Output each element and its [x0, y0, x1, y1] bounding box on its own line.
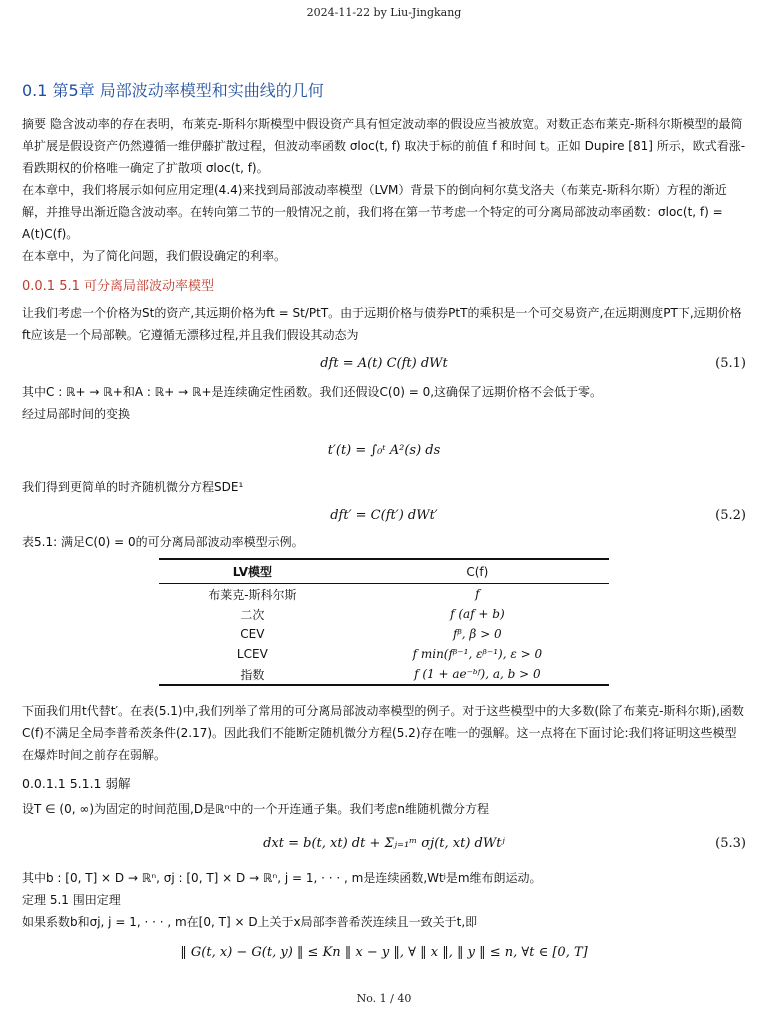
sde-paragraph: 我们得到更简单的时齐随机微分方程SDE¹: [22, 480, 244, 494]
assumption-paragraph: 在本章中，为了简化问题，我们假设确定的利率。: [22, 249, 287, 263]
equation-5-2-body: dft′ = C(ft′) dWt′: [330, 508, 438, 523]
time-change-paragraph: 经过局部时间的变换: [22, 407, 131, 421]
theorem-paragraph: 如果系数b和σj, j = 1, · · · , m在[0, T] × D上关于x局部李普希茨连续且一致关于t,即: [22, 915, 478, 929]
equation-5-1-number: (5.1): [715, 356, 746, 371]
abstract-paragraph: 摘要 隐含波动率的存在表明，布莱克-斯科尔斯模型中假设资产具有恒定波动率的假设应当被放宽。对数正态布莱克-斯科尔斯模型的最简单扩展是假设资产仍然遵循一维伊藤扩散过程，但波动率函数 σloc(t, f) 取决于标的前值 f 和时间 t。正如 Dupire [81] 所示，欧式看涨-看跌期权的价格唯一确定了扩散项 σloc(t, f)。: [22, 117, 746, 175]
table-caption: 表5.1: 满足C(0) = 0的可分离局部波动率模型示例。: [22, 535, 304, 549]
table-cell-cf: f: [475, 587, 480, 601]
forward-price-paragraph: 让我们考虑一个价格为St的资产,其远期价格为ft = St/PtT。由于远期价格与债券PtT的乘积是一个可交易资产,在远期测度PT下,远期价格ft应该是一个局部鞅。它遵循无漂移过程,并且我们假设其动态为: [22, 306, 742, 342]
setup-paragraph: 设T ∈ (0, ∞)为固定的时间范围,D是ℝⁿ中的一个开连通子集。我们考虑n维随机微分方程: [22, 802, 489, 816]
equation-5-2: [22, 508, 746, 523]
table-row: [159, 664, 609, 685]
table-cell-cf: fᵝ, β > 0: [453, 627, 502, 641]
intro-paragraph: 在本章中，我们将展示如何应用定理(4.4)来找到局部波动率模型（LVM）背景下的倒向柯尔莫戈洛夫（布莱克-斯科尔斯）方程的渐近解，并推导出渐近隐含波动率。在转向第二节的一般情况之前，我们将在第一节考虑一个特定的可分离局部波动率函数：σloc(t, f) = A(t)C(f)。: [22, 183, 727, 241]
equation-5-1-body: dft = A(t) C(ft) dWt: [320, 356, 448, 371]
section-title-5-1-1: 0.0.1.1 5.1.1 弱解: [22, 776, 131, 791]
equation-5-1: [22, 356, 746, 371]
table-row: [159, 644, 609, 664]
table-row: [159, 604, 609, 624]
chapter-title: 0.1 第5章 局部波动率模型和实曲线的几何: [22, 81, 324, 100]
table-cell-cf: f (af + b): [450, 607, 505, 621]
table-cell-cf: f (1 + ae⁻ᵇᶠ), a, b > 0: [346, 664, 609, 685]
functions-paragraph: 其中C : ℝ+ → ℝ+和A : ℝ+ → ℝ+是连续确定性函数。我们还假设C(0) = 0,这确保了远期价格不会低于零。: [22, 385, 603, 399]
section-title-5-1: 0.0.1 5.1 可分离局部波动率模型: [22, 279, 215, 294]
equation-5-3-number: (5.3): [715, 836, 746, 851]
coefficients-paragraph: 其中b : [0, T] × D → ℝⁿ, σj : [0, T] × D → ℝⁿ, j = 1, · · · , m是连续函数,Wtʲ是m维布朗运动。: [22, 871, 542, 885]
equation-time-change: [22, 443, 746, 458]
theorem-title: 定理 5.1 围田定理: [22, 893, 121, 907]
table-header-model: LV模型: [159, 559, 346, 584]
page-footer: No. 1 / 40: [356, 992, 412, 1005]
table-cell-model: CEV: [240, 627, 265, 641]
table-header-row: [159, 559, 609, 584]
table-cell-model: 指数: [159, 664, 346, 685]
table-cell-model: 布莱克-斯科尔斯: [208, 587, 297, 602]
table-row: [159, 584, 609, 605]
equation-5-3: [22, 836, 746, 851]
table-header-cf: C(f): [346, 559, 609, 584]
table-cell-model: LCEV: [236, 647, 268, 661]
document-body: [22, 78, 746, 972]
table-cell-cf: f min(fᵝ⁻¹, εᵝ⁻¹), ε > 0: [412, 647, 543, 661]
table-cell-model: 二次: [240, 607, 265, 622]
equation-lipschitz: [22, 945, 746, 960]
page-header: 2024-11-22 by Liu-Jingkang: [306, 6, 462, 19]
table-row: [159, 624, 609, 644]
discussion-paragraph: 下面我们用t代替t′。在表(5.1)中,我们列举了常用的可分离局部波动率模型的例子。对于这些模型中的大多数(除了布莱克-斯科尔斯),函数C(f)不满足全局李普希茨条件(2.17)。因此我们不能断定随机微分方程(5.2)存在唯一的强解。这一点将在下面讨论:我们将证明这些模型在爆炸时间之前存在弱解。: [22, 704, 744, 762]
equation-lipschitz-body: ‖ G(t, x) − G(t, y) ‖ ≤ Kn ‖ x − y ‖, ∀ ‖ x ‖, ‖ y ‖ ≤ n, ∀t ∈ [0, T]: [180, 945, 588, 960]
equation-time-change-body: t′(t) = ∫₀ᵗ A²(s) ds: [327, 443, 441, 458]
equation-5-2-number: (5.2): [715, 508, 746, 523]
lv-model-table: [159, 558, 609, 686]
equation-5-3-body: dxt = b(t, xt) dt + Σⱼ₌₁ᵐ σj(t, xt) dWtʲ: [263, 836, 505, 851]
